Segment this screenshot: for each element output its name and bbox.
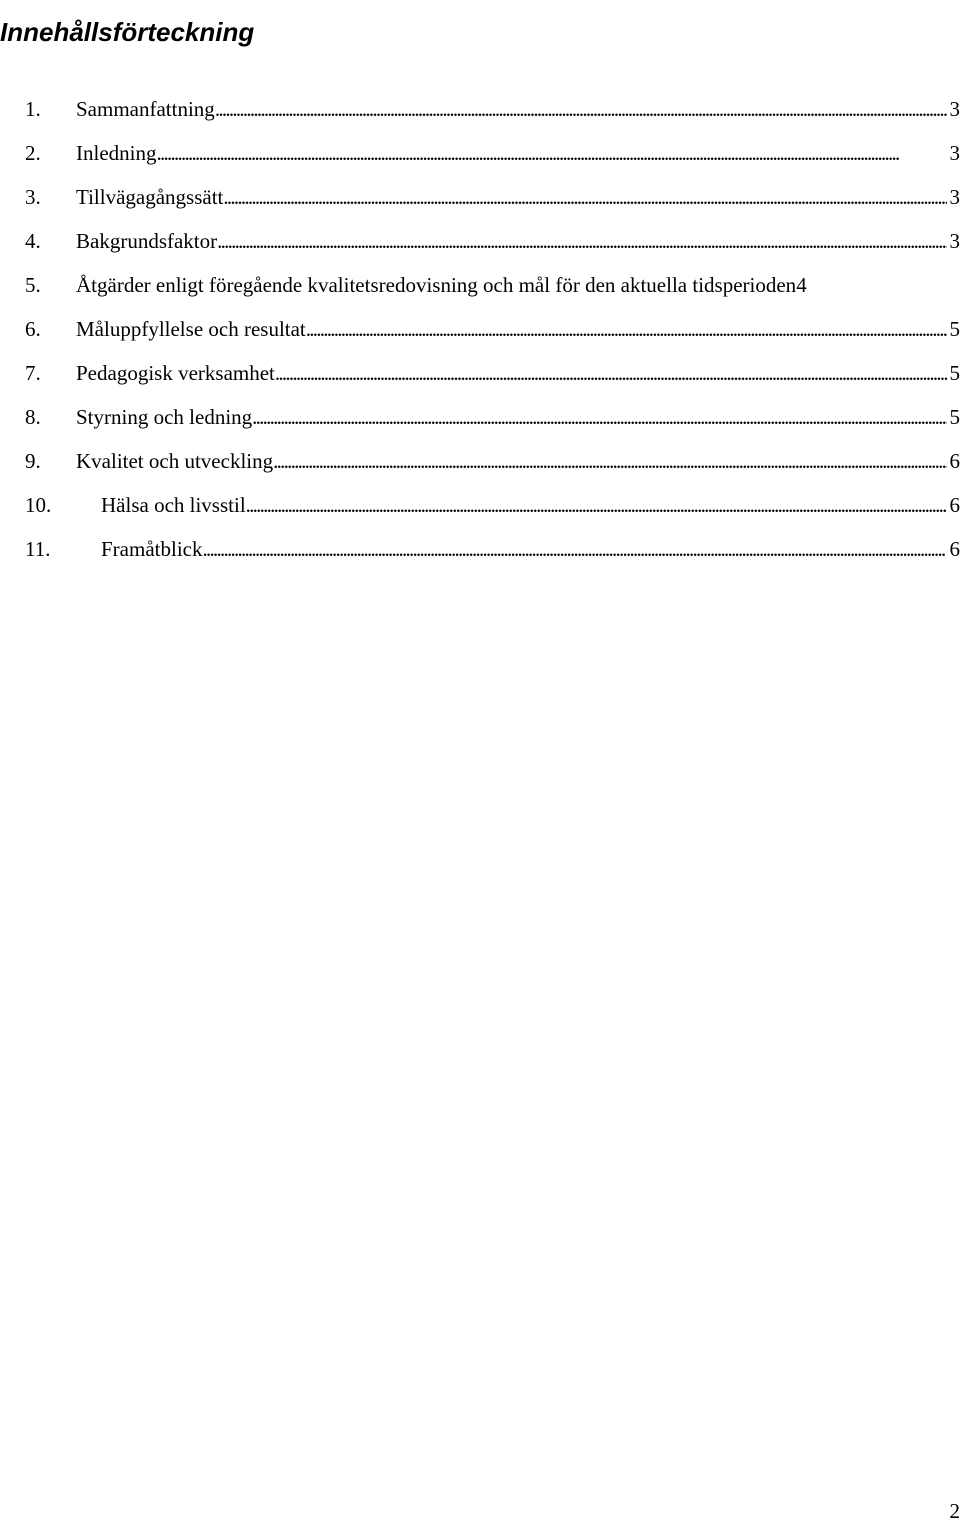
toc-entry-number: 3. — [25, 185, 41, 209]
toc-entry-page: 5 — [949, 317, 960, 341]
toc-entry-label: Framåtblick — [101, 537, 203, 561]
toc-dot-leader — [275, 356, 947, 390]
toc-entry-bakgrundsfaktor[interactable] — [25, 224, 960, 268]
page-number: 2 — [949, 1499, 960, 1523]
toc-entry-page: 3 — [949, 141, 960, 165]
toc-dot-leader — [306, 312, 947, 346]
toc-entry-page: 6 — [949, 493, 960, 517]
toc-entry-page: 5 — [949, 361, 960, 385]
toc-entry-tillvagagangssatt[interactable] — [25, 180, 960, 224]
toc-entry-page: 4 — [796, 273, 807, 297]
toc-entry-label: Kvalitet och utveckling — [76, 449, 274, 473]
toc-entry-page: 6 — [949, 449, 960, 473]
toc-entry-kvalitet-och-utveckling[interactable] — [25, 444, 960, 488]
toc-entry-label: Måluppfyllelse och resultat — [76, 317, 306, 341]
toc-entry-number: 1. — [25, 97, 41, 121]
toc-dot-leader — [215, 92, 947, 126]
toc-entry-styrning-och-ledning[interactable] — [25, 400, 960, 444]
toc-entry-number: 6. — [25, 317, 41, 341]
toc-entry-number: 2. — [25, 141, 41, 165]
toc-entry-number: 8. — [25, 405, 41, 429]
page-title: Innehållsförteckning — [0, 17, 255, 48]
toc-entry-label: Åtgärder enligt föregående kvalitetsredovisning och mål för den aktuella tidsperioden — [76, 273, 797, 297]
toc-entry-framatblick[interactable] — [25, 532, 960, 576]
toc-dot-leader — [156, 136, 946, 170]
toc-entry-page: 3 — [949, 97, 960, 121]
toc-entry-pedagogisk-verksamhet[interactable] — [25, 356, 960, 400]
toc-entry-number: 9. — [25, 449, 41, 473]
toc-entry-number: 4. — [25, 229, 41, 253]
toc-entry-page: 3 — [949, 185, 960, 209]
toc-entry-halsa-och-livsstil[interactable] — [25, 488, 960, 532]
toc-entry-number: 10. — [25, 493, 52, 517]
toc-entry-label: Pedagogisk verksamhet — [76, 361, 275, 385]
toc-entry-number: 5. — [25, 273, 41, 297]
table-of-contents — [25, 92, 960, 576]
toc-entry-label: Hälsa och livsstil — [101, 493, 246, 517]
toc-dot-leader — [273, 444, 946, 478]
toc-entry-page: 6 — [949, 537, 960, 561]
toc-entry-page: 5 — [949, 405, 960, 429]
toc-entry-label: Tillvägagångssätt — [76, 185, 224, 209]
toc-entry-label: Bakgrundsfaktor — [76, 229, 218, 253]
toc-dot-leader — [217, 224, 946, 258]
toc-dot-leader — [252, 400, 946, 434]
toc-entry-number: 7. — [25, 361, 41, 385]
toc-entry-inledning[interactable] — [25, 136, 960, 180]
toc-entry-atgarder[interactable] — [25, 268, 960, 312]
toc-entry-sammanfattning[interactable] — [25, 92, 960, 136]
toc-entry-label: Inledning — [76, 141, 157, 165]
toc-dot-leader — [202, 532, 946, 566]
toc-entry-label: Sammanfattning — [76, 97, 215, 121]
toc-entry-number: 11. — [25, 537, 51, 561]
toc-dot-leader — [223, 180, 946, 214]
toc-entry-maluppfyllelse[interactable] — [25, 312, 960, 356]
toc-entry-page: 3 — [949, 229, 960, 253]
toc-entry-label: Styrning och ledning — [76, 405, 253, 429]
toc-dot-leader — [246, 488, 947, 522]
